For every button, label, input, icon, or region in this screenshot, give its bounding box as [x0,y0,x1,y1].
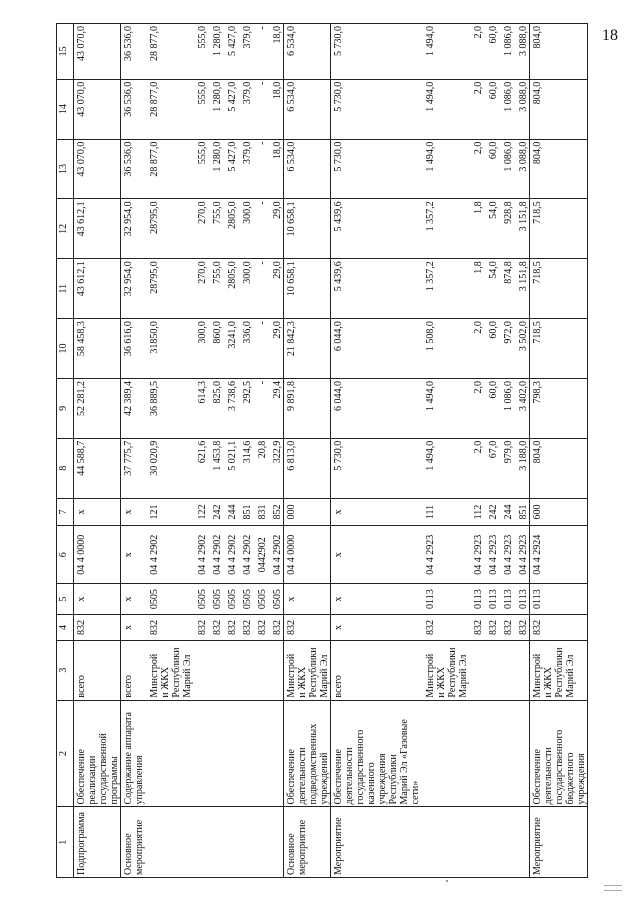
table-cell-col-12: 3 151,8 [514,199,530,259]
table-cell-col-14: 804,0 [530,79,588,139]
table-cell-col-15: 555,0 [193,24,208,80]
table-row [331,24,422,878]
header-cell-12: 12 [57,199,74,259]
table-cell-col-15: 28 877,0 [145,24,193,80]
table-cell-col-6: 04 4 2902 [193,526,208,584]
table-cell-col-14: 5 730,0 [331,79,422,139]
table-cell-col-11: 2805,0 [223,259,238,319]
table-cell-col-7: 244 [223,498,238,526]
table-cell-col-5: 0113 [469,584,484,615]
table-cell-col-14: 3 088,0 [514,79,530,139]
header-cell-11: 11 [57,259,74,319]
table-cell-col-10: - [253,319,268,379]
table-cell-col-4: 832 [421,615,469,641]
table-cell-col-3 [469,640,484,700]
table-cell-col-6: 04 4 2923 [421,526,469,584]
table-cell-col-3 [499,640,514,700]
table-cell-col-3 [484,640,499,700]
table-row [193,24,208,878]
table-cell-col-8: 3 188,0 [514,438,530,498]
table-cell-col-15: 1 494,0 [421,24,469,80]
table-cell-col-12: 2805,0 [223,199,238,259]
table-cell-col-3 [208,640,223,700]
table-cell-col-13: 36 536,0 [121,139,146,199]
table-cell-col-7: 851 [514,498,530,526]
table-cell-col-9: 292,5 [238,378,253,438]
table-cell-col-8: 67,0 [484,438,499,498]
table-cell-col-15: 1 280,0 [208,24,223,80]
table-cell-col-4: 832 [469,615,484,641]
table-cell-col-10: 860,0 [208,319,223,379]
table-cell-col-13: 1 086,0 [499,139,514,199]
table-cell-col-9: 36 889,5 [145,378,193,438]
table-cell-col-13: 1 280,0 [208,139,223,199]
table-cell-col-4: х [121,615,146,641]
table-cell-col-4: 832 [74,615,121,641]
table-cell-col-1 [208,807,223,878]
table-cell-col-8: 979,0 [499,438,514,498]
table-cell-col-8: 5 021,1 [223,438,238,498]
table-cell-col-9: 52 281,2 [74,378,121,438]
table-cell-col-6: 04 4 2923 [499,526,514,584]
table-row [268,24,284,878]
table-cell-col-13: 5 730,0 [331,139,422,199]
table-cell-col-11: 28795,0 [145,259,193,319]
table-row [530,24,588,878]
table-cell-col-2: Обеспечение деятельности государственного бюджетного учреждения [530,700,588,807]
table-cell-col-7: 242 [208,498,223,526]
table-cell-col-3: Минстрой и ЖКХ Республики Марий Эл [284,640,331,700]
table-cell-col-6: 0442902 [253,526,268,584]
table-cell-col-10: 3241,0 [223,319,238,379]
table-cell-col-13: 28 877,0 [145,139,193,199]
table-cell-col-11: 3 151,8 [514,259,530,319]
header-cell-10: 10 [57,319,74,379]
table-cell-col-7: х [121,498,146,526]
table-cell-col-1: Основное мероприятие [121,807,146,878]
table-cell-col-7: 121 [145,498,193,526]
header-cell-14: 14 [57,79,74,139]
table-cell-col-14: 28 877,0 [145,79,193,139]
table-cell-col-5: 0113 [484,584,499,615]
table-cell-col-5: 0505 [238,584,253,615]
table-cell-col-2: Обеспечение деятельности государственного казенного учреждения Республики Марий Эл «Газовые сети» [331,700,422,807]
table-cell-col-14: 60,0 [484,79,499,139]
table-cell-col-11: 54,0 [484,259,499,319]
table-cell-col-15: 379,0 [238,24,253,80]
table-cell-col-2 [469,700,484,807]
table-cell-col-5: 0113 [499,584,514,615]
table-cell-col-3 [238,640,253,700]
header-cell-3: 3 [57,640,74,700]
table-cell-col-11: 29,0 [268,259,284,319]
table-cell-col-10: 972,0 [499,319,514,379]
table-cell-col-14: 6 534,0 [284,79,331,139]
table-cell-col-15: 6 534,0 [284,24,331,80]
table-cell-col-4: 832 [193,615,208,641]
table-cell-col-5: 0505 [268,584,284,615]
table-cell-col-2 [208,700,223,807]
table-cell-col-1 [238,807,253,878]
table-cell-col-15: 1 086,0 [499,24,514,80]
table-cell-col-15: 804,0 [530,24,588,80]
table-cell-col-9: 9 891,8 [284,378,331,438]
table-cell-col-3 [514,640,530,700]
table-cell-col-4: 832 [268,615,284,641]
table-cell-col-1 [193,807,208,878]
table-cell-col-2 [484,700,499,807]
table-cell-col-13: 379,0 [238,139,253,199]
table-cell-col-6: 04 4 0000 [284,526,331,584]
table-cell-col-15: 60,0 [484,24,499,80]
table-cell-col-13: 5 427,0 [223,139,238,199]
table-cell-col-3: Минстрой и ЖКХ Республики Марий Эл [530,640,588,700]
table-cell-col-14: 5 427,0 [223,79,238,139]
edge-mark [604,885,622,891]
table-row [74,24,121,878]
table-header [57,24,74,878]
table-row [514,24,530,878]
header-cell-5: 5 [57,584,74,615]
table-cell-col-15: 43 070,0 [74,24,121,80]
table-cell-col-7: 831 [253,498,268,526]
table-cell-col-9: 42 389,4 [121,378,146,438]
table-cell-col-5: 0113 [514,584,530,615]
table-cell-col-3: Минстрой и ЖКХ Республики Марий Эл [145,640,193,700]
table-cell-col-4: 832 [530,615,588,641]
table-cell-col-11: 32 954,0 [121,259,146,319]
table-body [74,24,588,878]
table-cell-col-6: 04 4 2923 [514,526,530,584]
header-cell-7: 7 [57,498,74,526]
table-cell-col-4: 832 [223,615,238,641]
table-cell-col-9: 798,3 [530,378,588,438]
table-row [499,24,514,878]
table-cell-col-1 [499,807,514,878]
table-cell-col-6: 04 4 2923 [484,526,499,584]
table-cell-col-4: 832 [145,615,193,641]
table-cell-col-5: 0505 [223,584,238,615]
table-cell-col-15: 36 536,0 [121,24,146,80]
table-cell-col-13: 555,0 [193,139,208,199]
table-cell-col-7: 600 [530,498,588,526]
table-cell-col-8: 1 453,8 [208,438,223,498]
table-row [223,24,238,878]
table-cell-col-12: 54,0 [484,199,499,259]
header-cell-15: 15 [57,24,74,80]
table-row [121,24,146,878]
table-cell-col-6: 04 4 2902 [208,526,223,584]
table-cell-col-2 [223,700,238,807]
budget-table [56,23,588,878]
table-cell-col-5: 0505 [145,584,193,615]
table-cell-col-6: 04 4 2923 [469,526,484,584]
table-cell-col-7: 852 [268,498,284,526]
table-cell-col-5: х [284,584,331,615]
table-cell-col-10: 31850,0 [145,319,193,379]
table-cell-col-15: 5 730,0 [331,24,422,80]
table-cell-col-4: 832 [253,615,268,641]
table-cell-col-6: х [331,526,422,584]
table-cell-col-12: 10 658,1 [284,199,331,259]
table-cell-col-5: х [74,584,121,615]
table-cell-col-14: 1 280,0 [208,79,223,139]
table-cell-col-1: Мероприятие [331,807,422,878]
table-cell-col-12: 928,8 [499,199,514,259]
table-cell-col-7: 244 [499,498,514,526]
table-cell-col-1 [514,807,530,878]
table-cell-col-4: 832 [238,615,253,641]
table-cell-col-8: 322,9 [268,438,284,498]
table-cell-col-6: 04 4 2902 [268,526,284,584]
table-cell-col-14: 43 070,0 [74,79,121,139]
table-cell-col-9: - [253,378,268,438]
table-cell-col-3 [253,640,268,700]
table-cell-col-5: 0113 [530,584,588,615]
table-cell-col-10: 6 044,0 [331,319,422,379]
table-cell-col-15: 5 427,0 [223,24,238,80]
table-cell-col-7: 112 [469,498,484,526]
table-row [238,24,253,878]
table-cell-col-8: 6 813,0 [284,438,331,498]
table-cell-col-10: 3 502,0 [514,319,530,379]
table-cell-col-7: 851 [238,498,253,526]
table-cell-col-9: 614,3 [193,378,208,438]
table-cell-col-6: 04 4 2902 [223,526,238,584]
table-cell-col-12: 28795,0 [145,199,193,259]
table-cell-col-3 [268,640,284,700]
table-cell-col-8: 804,0 [530,438,588,498]
table-cell-col-2 [238,700,253,807]
table-cell-col-10: 336,0 [238,319,253,379]
table-cell-col-2 [514,700,530,807]
table-cell-col-5: х [331,584,422,615]
table-cell-col-2: Содержание аппарата управления [121,700,146,807]
table-cell-col-9: 1 086,0 [499,378,514,438]
table-cell-col-2 [193,700,208,807]
table-cell-col-10: 2,0 [469,319,484,379]
table-cell-col-10: 718,5 [530,319,588,379]
header-cell-13: 13 [57,139,74,199]
table-cell-col-2 [253,700,268,807]
table-cell-col-4: 832 [514,615,530,641]
table-cell-col-9: 6 044,0 [331,378,422,438]
table-cell-col-14: 2,0 [469,79,484,139]
header-cell-4: 4 [57,615,74,641]
table-cell-col-12: - [253,199,268,259]
table-cell-col-3: всего [74,640,121,700]
table-cell-col-14: 1 086,0 [499,79,514,139]
table-cell-col-3: всего [331,640,422,700]
table-cell-col-10: 60,0 [484,319,499,379]
table-row [208,24,223,878]
table-cell-col-2 [145,700,193,807]
table-cell-col-11: 1,8 [469,259,484,319]
table-cell-col-2: Обеспечение реализации государственной программы [74,700,121,807]
table-cell-col-9: 3 402,0 [514,378,530,438]
table-cell-col-15: - [253,24,268,80]
table-cell-col-10: 58 458,3 [74,319,121,379]
table-cell-col-1 [223,807,238,878]
table-cell-col-13: 43 070,0 [74,139,121,199]
table-cell-col-12: 755,0 [208,199,223,259]
table-cell-col-4: х [331,615,422,641]
table-cell-col-9: 825,0 [208,378,223,438]
table-cell-col-3 [193,640,208,700]
table-cell-col-10: 29,0 [268,319,284,379]
table-cell-col-1: Основное мероприятие [284,807,331,878]
table-cell-col-13: 18,0 [268,139,284,199]
header-cell-1: 1 [57,807,74,878]
table-cell-col-4: 832 [499,615,514,641]
table-cell-col-1: Подпрограмма [74,807,121,878]
table-cell-col-8: 314,6 [238,438,253,498]
table-cell-col-12: 32 954,0 [121,199,146,259]
table-cell-col-2 [499,700,514,807]
table-cell-col-6: 04 4 0000 [74,526,121,584]
table-cell-col-12: 300,0 [238,199,253,259]
table-cell-col-6: 04 4 2902 [145,526,193,584]
table-cell-col-10: 1 508,0 [421,319,469,379]
table-cell-col-4: 832 [284,615,331,641]
table-cell-col-8: 5 730,0 [331,438,422,498]
table-cell-col-11: 300,0 [238,259,253,319]
table-cell-col-5: 0505 [253,584,268,615]
table-cell-col-13: 60,0 [484,139,499,199]
table-cell-col-11: 10 658,1 [284,259,331,319]
table-cell-col-13: 804,0 [530,139,588,199]
table-cell-col-2 [268,700,284,807]
table-cell-col-12: 5 439,6 [331,199,422,259]
table-cell-col-8: 44 588,7 [74,438,121,498]
table-cell-col-9: 2,0 [469,378,484,438]
table-cell-col-11: 5 439,6 [331,259,422,319]
table-cell-col-5: 0505 [193,584,208,615]
header-row [57,24,74,878]
table-cell-col-3: Минстрой и ЖКХ Республики Марий Эл [421,640,469,700]
table-row [484,24,499,878]
table-cell-col-11: 755,0 [208,259,223,319]
table-cell-col-7: 000 [284,498,331,526]
table-cell-col-7: 122 [193,498,208,526]
table-cell-col-14: 36 536,0 [121,79,146,139]
table-cell-col-1 [268,807,284,878]
header-cell-6: 6 [57,526,74,584]
table-cell-col-13: 1 494,0 [421,139,469,199]
table-cell-col-15: 3 088,0 [514,24,530,80]
table-cell-col-8: 20,8 [253,438,268,498]
table-cell-col-12: 1,8 [469,199,484,259]
header-cell-2: 2 [57,700,74,807]
table-cell-col-1 [145,807,193,878]
table-cell-col-8: 30 020,9 [145,438,193,498]
table-cell-col-14: - [253,79,268,139]
table-row [145,24,193,878]
table-cell-col-10: 300,0 [193,319,208,379]
table-cell-col-14: 1 494,0 [421,79,469,139]
table-cell-col-11: 718,5 [530,259,588,319]
table-cell-col-7: х [74,498,121,526]
table-row [421,24,469,878]
table-cell-col-3 [223,640,238,700]
header-cell-8: 8 [57,438,74,498]
table-cell-col-10: 21 842,3 [284,319,331,379]
table-cell-col-7: 111 [421,498,469,526]
table-cell-col-14: 555,0 [193,79,208,139]
table-cell-col-12: 718,5 [530,199,588,259]
table-cell-col-11: 874,8 [499,259,514,319]
table-cell-col-13: 6 534,0 [284,139,331,199]
header-cell-9: 9 [57,378,74,438]
table-cell-col-15: 18,0 [268,24,284,80]
table-cell-col-7: х [331,498,422,526]
table-cell-col-5: х [121,584,146,615]
table-cell-col-8: 37 775,7 [121,438,146,498]
table-cell-col-2: Обеспечение деятельности подведомственных учреждений [284,700,331,807]
table-cell-col-3: всего [121,640,146,700]
table-cell-col-4: 832 [484,615,499,641]
scan-dot [446,880,448,882]
table-cell-col-14: 18,0 [268,79,284,139]
table-row [469,24,484,878]
table-cell-col-4: 832 [208,615,223,641]
table-cell-col-9: 29,4 [268,378,284,438]
table-cell-col-6: 04 4 2902 [238,526,253,584]
table-cell-col-10: 36 616,0 [121,319,146,379]
table-cell-col-13: 3 088,0 [514,139,530,199]
table-cell-col-1: Мероприятие [530,807,588,878]
table-cell-col-9: 3 738,6 [223,378,238,438]
table-cell-col-11: 1 357,2 [421,259,469,319]
table-cell-col-1 [421,807,469,878]
page-number: 18 [602,27,618,44]
table-cell-col-13: 2,0 [469,139,484,199]
table-cell-col-8: 621,6 [193,438,208,498]
rotated-page [56,23,587,878]
table-cell-col-2 [421,700,469,807]
table-cell-col-15: 2,0 [469,24,484,80]
table-cell-col-8: 1 494,0 [421,438,469,498]
table-cell-col-1 [253,807,268,878]
table-cell-col-8: 2,0 [469,438,484,498]
table-cell-col-9: 60,0 [484,378,499,438]
table-cell-col-14: 379,0 [238,79,253,139]
table-cell-col-12: 43 612,1 [74,199,121,259]
table-cell-col-12: 29,0 [268,199,284,259]
table-cell-col-1 [484,807,499,878]
table-cell-col-12: 1 357,2 [421,199,469,259]
table-cell-col-7: 242 [484,498,499,526]
table-cell-col-12: 270,0 [193,199,208,259]
table-cell-col-11: 43 612,1 [74,259,121,319]
table-cell-col-5: 0505 [208,584,223,615]
table-cell-col-6: 04 4 2924 [530,526,588,584]
table-cell-col-11: 270,0 [193,259,208,319]
table-cell-col-1 [469,807,484,878]
table-cell-col-11: - [253,259,268,319]
table-cell-col-9: 1 494,0 [421,378,469,438]
table-cell-col-6: х [121,526,146,584]
table-row [253,24,268,878]
table-cell-col-5: 0113 [421,584,469,615]
table-row [284,24,331,878]
table-cell-col-13: - [253,139,268,199]
